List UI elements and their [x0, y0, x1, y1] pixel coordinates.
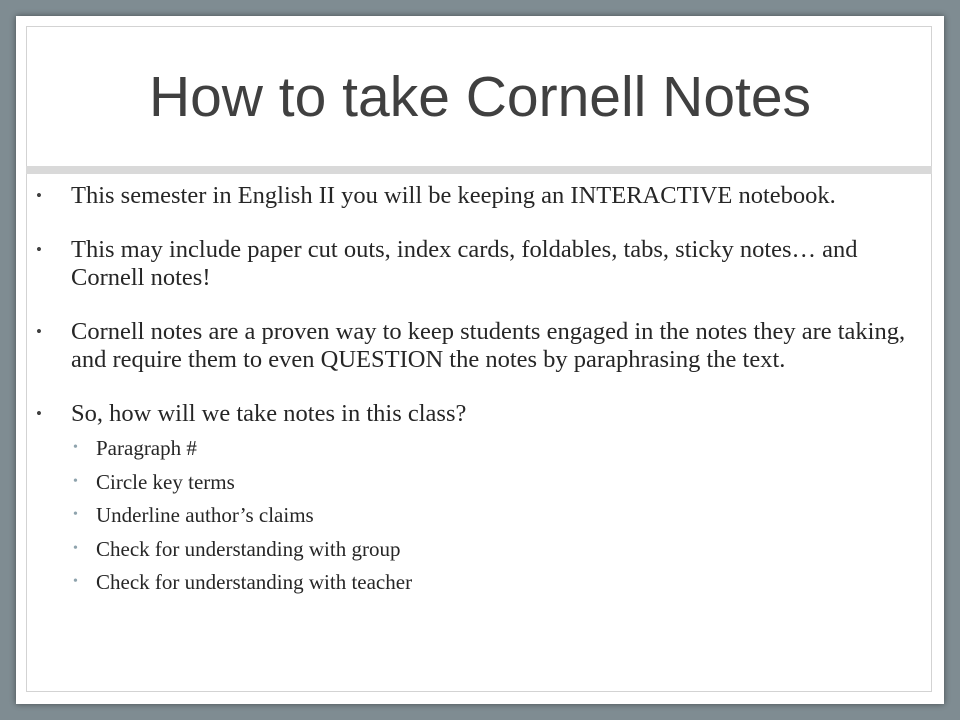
bullet-list	[36, 182, 926, 594]
bullet-text: This may include paper cut outs, index cards, foldables, tabs, sticky notes… and Cornell notes!	[71, 236, 858, 291]
sub-bullet-item	[71, 470, 926, 494]
sub-bullet-text: Check for understanding with teacher	[96, 570, 413, 594]
sub-bullet-text: Check for understanding with group	[96, 536, 401, 561]
sub-bullet-item	[71, 503, 926, 527]
bullet-dot-icon: •	[36, 186, 42, 205]
bullet-item	[36, 318, 926, 374]
sub-bullet-dot-icon: •	[73, 574, 78, 589]
bullet-dot-icon: •	[36, 404, 42, 423]
bullet-item	[36, 182, 926, 210]
sub-bullet-item	[71, 537, 926, 561]
sub-bullet-dot-icon: •	[73, 540, 78, 556]
bullet-item	[36, 236, 926, 292]
sub-bullet-text: Paragraph #	[96, 436, 197, 460]
bullet-dot-icon: •	[36, 240, 42, 259]
slide-body	[36, 182, 926, 620]
sub-bullet-dot-icon: •	[73, 440, 78, 455]
bullet-dot-icon: •	[36, 322, 42, 341]
title-divider	[26, 166, 932, 174]
bullet-item	[36, 400, 926, 594]
sub-bullet-dot-icon: •	[73, 507, 78, 522]
sub-bullet-dot-icon: •	[73, 473, 78, 489]
bullet-text: So, how will we take notes in this class?	[71, 400, 467, 427]
bullet-text: This semester in English II you will be keeping an INTERACTIVE notebook.	[71, 182, 836, 209]
sub-bullet-text: Underline author’s claims	[96, 503, 314, 527]
sub-bullet-text: Circle key terms	[96, 469, 235, 494]
sub-bullet-list	[71, 436, 926, 594]
sub-bullet-item	[71, 570, 926, 594]
slide-title: How to take Cornell Notes	[148, 65, 812, 129]
sub-bullet-item	[71, 436, 926, 460]
bullet-text: Cornell notes are a proven way to keep students engaged in the notes they are taking, and require them to even QUESTION the notes by paraphrasing the text.	[71, 318, 906, 373]
